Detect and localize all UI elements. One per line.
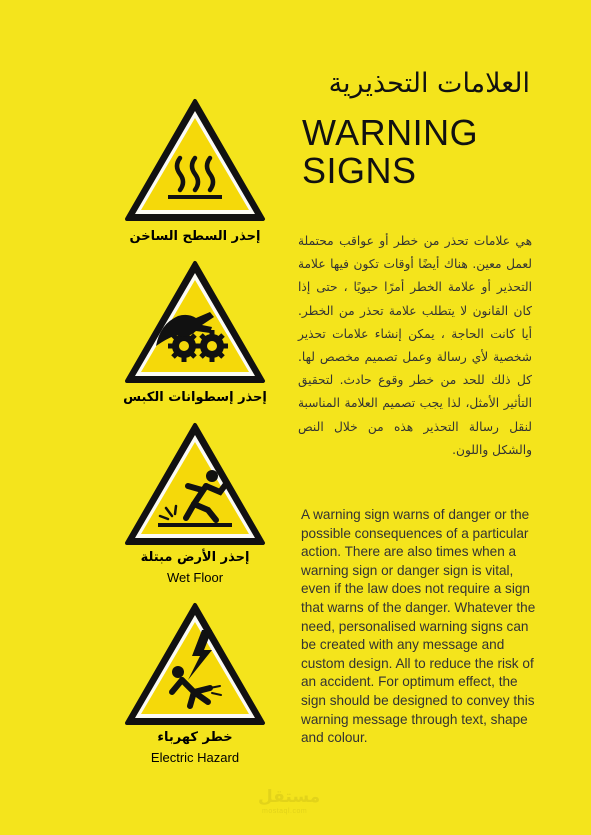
watermark-url: mostaql.com — [262, 808, 308, 815]
sign-caption-english: Electric Hazard — [150, 750, 240, 765]
press-rollers-icon — [122, 258, 268, 386]
title-line-2: SIGNS — [302, 150, 417, 191]
description-arabic: هي علامات تحذر من خطر أو عواقب محتملة لعمل معين. هناك أيضًا أوقات تكون فيها علامة التحذير أو علامة الخطر أمرًا حيويًا ، حتى إذا كان القانون لا يتطلب علامة تحذر من الخطر. أيا كانت الحاجة ، يمكن إنشاء علامات تحذير شخصية لأي رسالة وعمل تصميم مخصص لها. كل ذلك للحد من خطر وقوع حادث. لتحقيق التأثير الأمثل، لذا يجب تصميم العلامة المناسبة لنقل رسالة التحذير هذه من خلال النص والشكل واللون. — [298, 234, 532, 457]
page-title-english — [302, 114, 562, 190]
title-line-1: WARNING — [302, 112, 479, 153]
press-rollers-sign — [122, 258, 268, 386]
wet-floor-sign — [122, 420, 268, 548]
sign-caption-arabic: خطر كهرباء — [157, 730, 233, 745]
electric-hazard-icon — [122, 600, 268, 728]
sign-caption-arabic: إحذر السطح الساخن — [129, 229, 261, 244]
sign-caption-arabic: إحذر الأرض مبتلة — [140, 550, 250, 565]
description-english: A warning sign warns of danger or the possible consequences of a particular action. There are also times when a warning sign or danger sign is vital, even if the law does not require a sign that warns of the danger. Whatever the need, personalised warning signs can be created with any message and custom design. All to reduce the risk of an accident. For optimum effect, the sign should be designed to convey this warning message through text, shape and colour. — [301, 507, 536, 746]
sign-caption-arabic: إحذر إسطوانات الكبس — [123, 390, 267, 405]
page-title-arabic: العلامات التحذيرية — [328, 68, 530, 99]
hot-surface-sign — [122, 96, 268, 224]
sign-caption-english: Wet Floor — [166, 570, 224, 585]
hot-surface-icon — [122, 96, 268, 224]
electric-hazard-sign — [122, 600, 268, 728]
wet-floor-icon — [122, 420, 268, 548]
watermark-logo: مستقل — [258, 787, 321, 807]
